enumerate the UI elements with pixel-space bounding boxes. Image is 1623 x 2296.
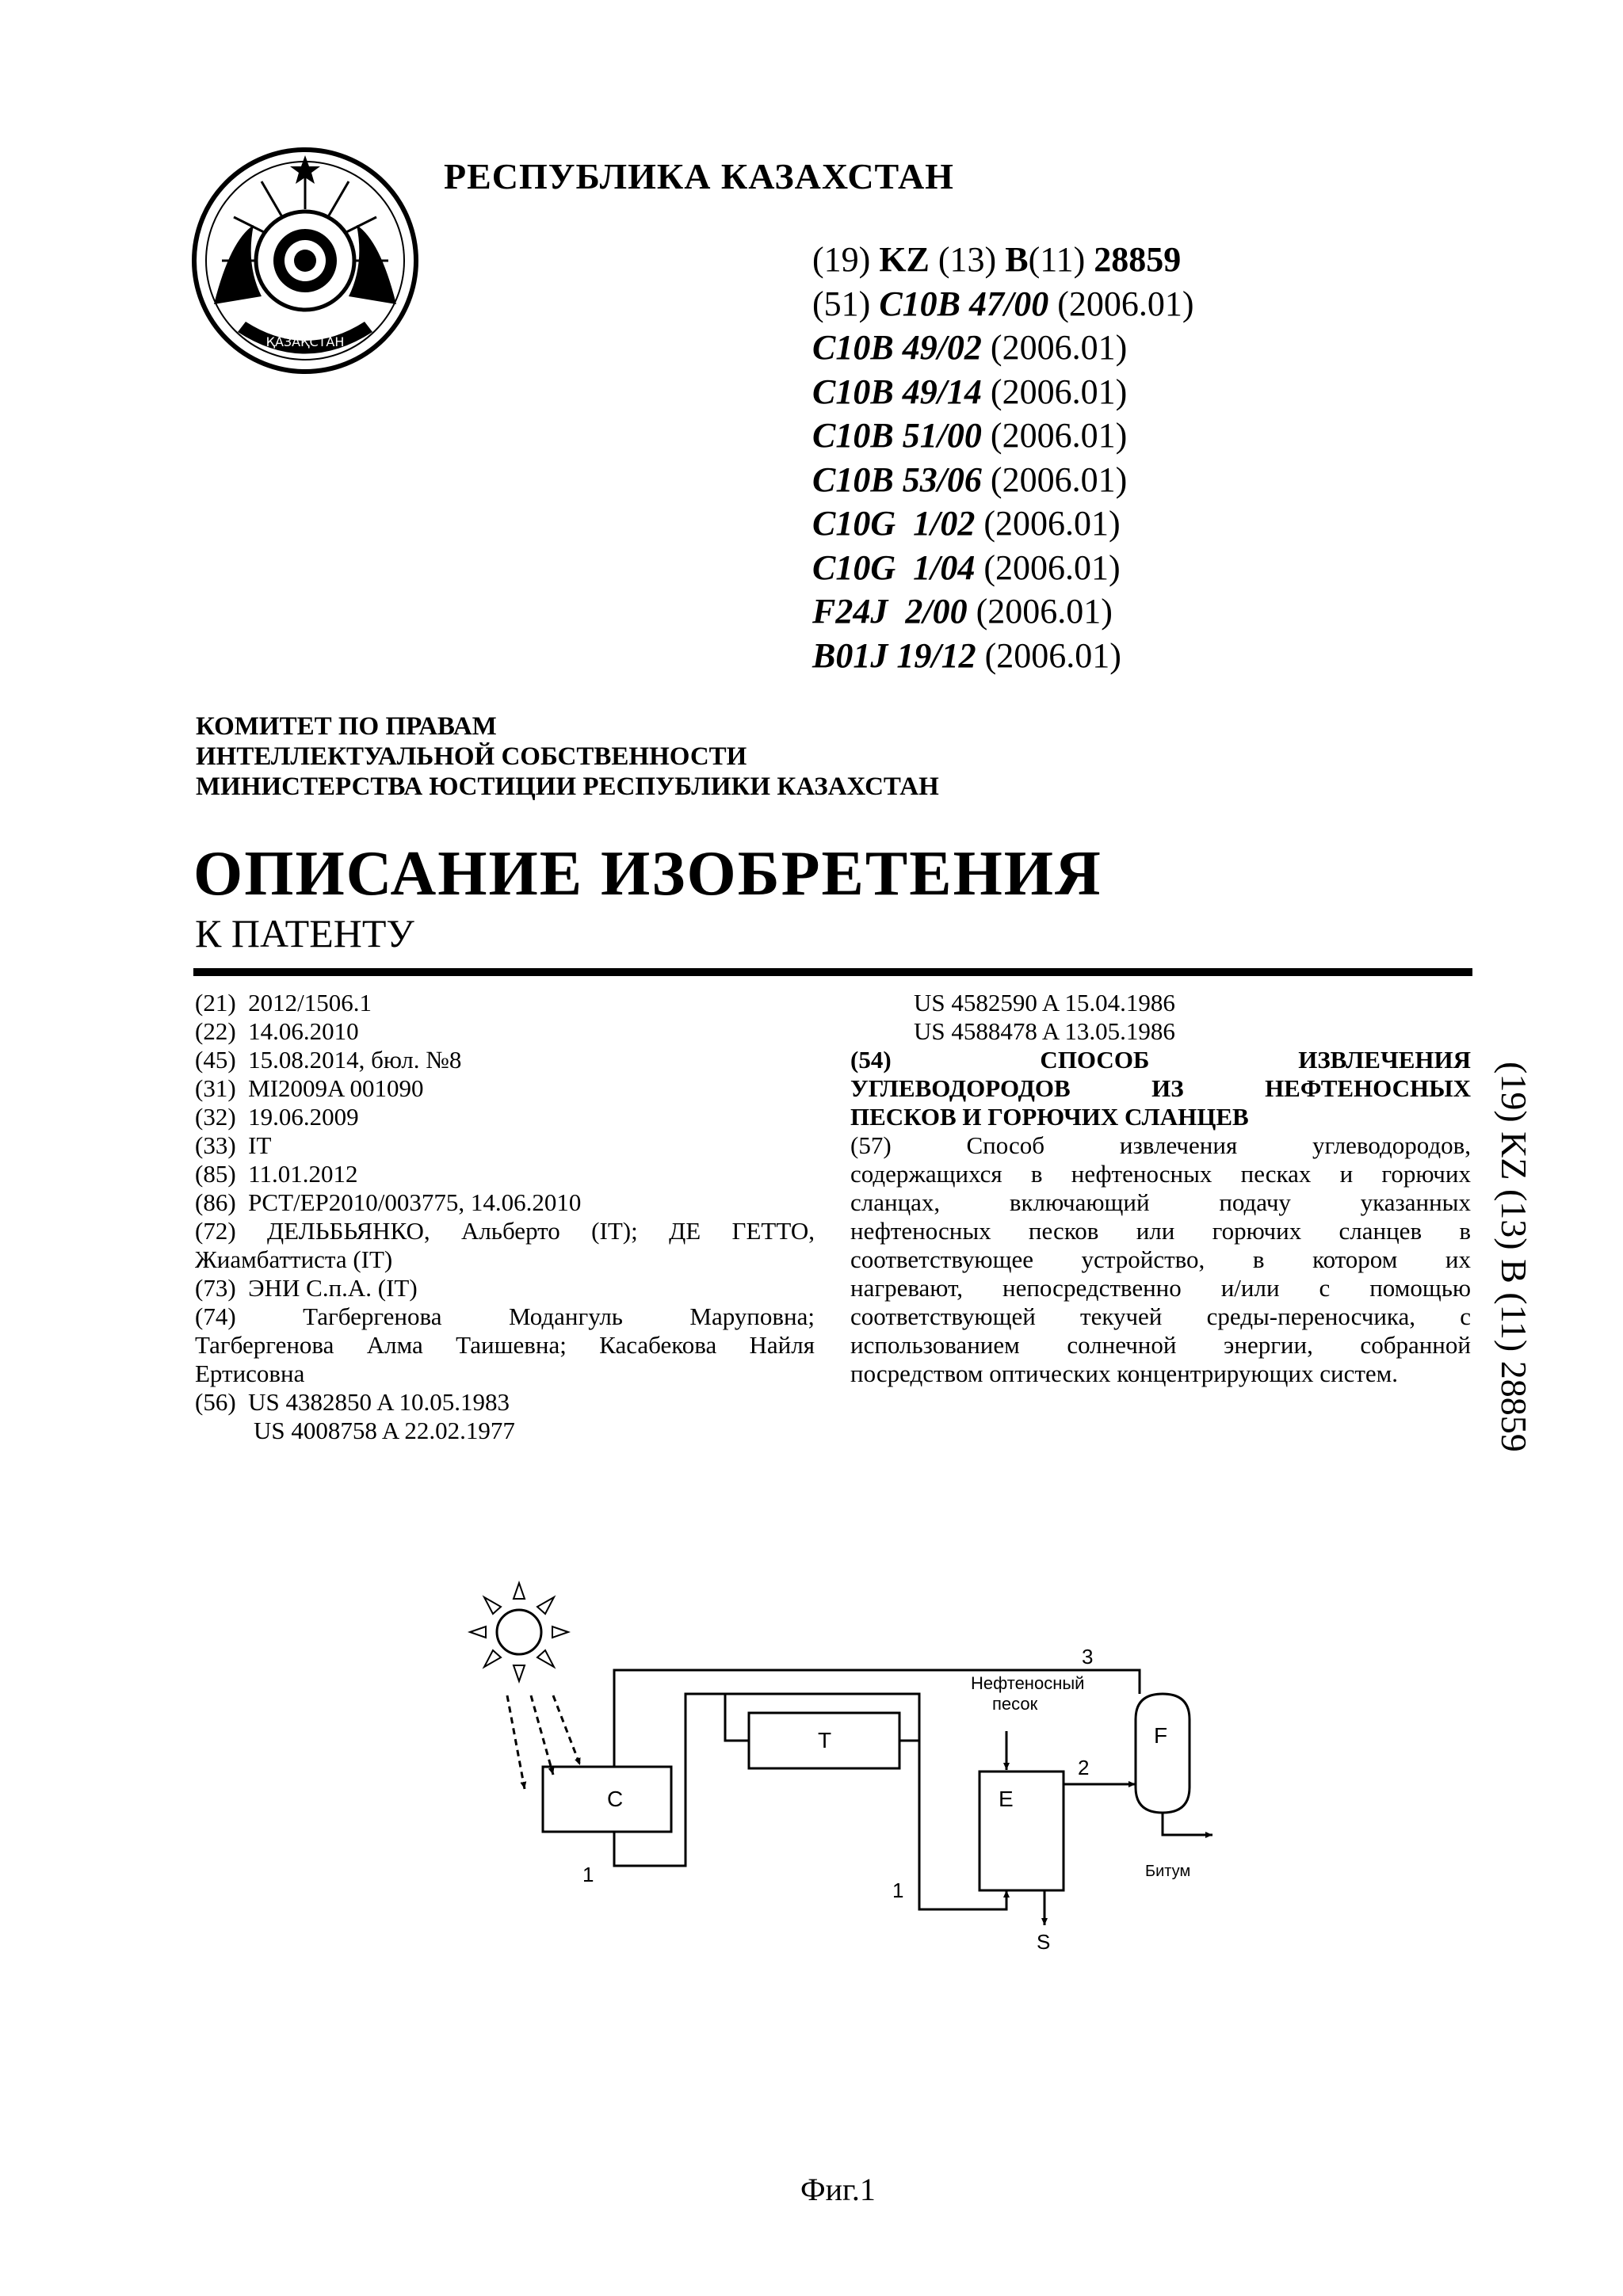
abstract-line: сланцах, включающий подачу указанных [850,1188,1471,1216]
field-line: (21) 2012/1506.1 [195,989,372,1016]
reference-line: US 4588478 A 13.05.1986 [914,1017,1175,1045]
ipc-version: (2006.01) [1057,284,1194,323]
field-line: (31) MI2009A 001090 [195,1074,424,1102]
label-line-3: 3 [1082,1645,1094,1669]
kind-code: B [1005,240,1029,279]
inventors-line: (72) ДЕЛЬБЬЯНКО, Альберто (IT); ДЕ ГЕТТО, [195,1217,815,1245]
abstract-line: нефтеносных песков или горючих сланцев в [850,1217,1471,1245]
abstract-line: посредством оптических концентрирующих систем. [850,1360,1399,1387]
divider-rule [193,968,1472,976]
process-diagram [460,1577,1212,2131]
attorney-line: (74) Тагбергенова Модангуль Маруповна; [195,1302,815,1330]
committee-block [196,711,939,802]
extractor-box [980,1772,1064,1890]
label-line-2: 2 [1078,1756,1090,1779]
separator-vessel [1136,1694,1190,1813]
document-subtitle: К ПАТЕНТУ [195,911,414,955]
ipc-row [812,414,1194,458]
attorney-line: Тагбергенова Алма Таишевна; Касабекова Найля [195,1331,815,1359]
reference-line: (56) US 4382850 A 10.05.1983 [195,1388,510,1416]
ipc-code: C10B 49/14 [812,372,982,411]
patent-number: 28859 [1094,240,1182,279]
ipc-code: C10B 51/00 [812,416,982,455]
invention-title-line: ПЕСКОВ И ГОРЮЧИХ СЛАНЦЕВ [850,1103,1249,1131]
country-header: РЕСПУБЛИКА КАЗАХСТАН [444,156,954,196]
bibliographic-block [812,238,1194,677]
ipc-code: C10B 53/06 [812,460,982,499]
attorney-line: Ертисовна [195,1360,305,1387]
ipc-code: C10G 1/02 [812,504,976,543]
field-line: (85) 11.01.2012 [195,1160,358,1188]
abstract-line: соответствующей текучей среды-переносчика, с [850,1302,1471,1330]
left-column [195,989,815,1445]
field-line: (45) 15.08.2014, бюл. №8 [195,1046,462,1074]
ipc-row [812,370,1194,414]
ipc-version: (2006.01) [983,547,1121,587]
patent-number-row [812,238,1194,282]
ipc-code: C10B 49/02 [812,328,982,367]
ipc-version: (2006.01) [990,328,1128,367]
ipc-row [812,502,1194,546]
field-line: (32) 19.06.2009 [195,1103,359,1131]
field-13: (13) [938,240,997,279]
field-51: (51) [812,284,871,323]
committee-line: ИНТЕЛЛЕКТУАЛЬНОЙ СОБСТВЕННОСТИ [196,742,747,771]
ipc-version: (2006.01) [990,460,1128,499]
right-column [850,989,1471,1388]
label-line-1: 1 [582,1863,594,1886]
field-11: (11) [1028,240,1086,279]
reference-line: US 4582590 A 15.04.1986 [914,989,1175,1016]
field-line: (86) PCT/EP2010/003775, 14.06.2010 [195,1188,582,1216]
ipc-code: F24J 2/00 [812,592,968,631]
sun-icon [497,1610,541,1654]
field-line: (22) 14.06.2010 [195,1017,359,1045]
ipc-row [812,546,1194,590]
committee-line: КОМИТЕТ ПО ПРАВАМ [196,712,497,741]
ipc-code: B01J 19/12 [812,635,976,675]
abstract-line: нагревают, непосредственно и/или с помощью [850,1274,1471,1302]
label-f: F [1154,1723,1168,1748]
emblem-text: ҚАЗАҚСТАН [265,334,345,349]
inventors-line: Жиамбаттиста (IT) [195,1245,393,1273]
field-line: (33) IT [195,1131,272,1159]
ipc-version: (2006.01) [990,416,1128,455]
label-c: C [607,1787,624,1811]
ipc-row [812,326,1194,370]
invention-title-line: (54) СПОСОБ ИЗВЛЕЧЕНИЯ [850,1046,1471,1074]
side-patent-label: (19) KZ (13) B (11) 28859 [1494,1062,1534,1452]
ipc-row [812,458,1194,502]
committee-line: МИНИСТЕРСТВА ЮСТИЦИИ РЕСПУБЛИКИ КАЗАХСТАН [196,772,939,801]
field-19: (19) [812,240,871,279]
ipc-row [812,282,1194,326]
label-bitumen: Битум [1145,1863,1191,1880]
label-line-1: 1 [892,1878,904,1902]
ipc-version: (2006.01) [983,504,1121,543]
label-t: T [818,1728,832,1753]
document-title: ОПИСАНИЕ ИЗОБРЕТЕНИЯ [193,839,1102,909]
ipc-row [812,589,1194,634]
ipc-version: (2006.01) [990,372,1128,411]
label-e: E [999,1787,1014,1811]
invention-title-line: УГЛЕВОДОРОДОВ ИЗ НЕФТЕНОСНЫХ [850,1074,1471,1102]
abstract-line: (57) Способ извлечения углеводородов, [850,1131,1471,1159]
ipc-version: (2006.01) [984,635,1121,675]
abstract-line: содержащихся в нефтеносных песках и горючих [850,1160,1471,1188]
ipc-row [812,634,1194,678]
abstract-line: использованием солнечной энергии, собранной [850,1331,1471,1359]
label-sand-1: Нефтеносный [971,1673,1085,1693]
ipc-code: C10B 47/00 [879,284,1049,323]
label-s: S [1037,1930,1051,1954]
country-code: KZ [879,240,930,279]
label-sand-2: песок [992,1694,1038,1714]
owner-line: (73) ЭНИ С.п.А. (IT) [195,1274,418,1302]
kazakhstan-emblem [190,146,420,376]
ipc-version: (2006.01) [976,592,1113,631]
figure-caption: Фиг.1 [800,2172,876,2207]
ipc-code: C10G 1/04 [812,547,976,587]
abstract-line: соответствующее устройство, в котором их [850,1245,1471,1273]
reference-line: US 4008758 A 22.02.1977 [254,1417,515,1444]
